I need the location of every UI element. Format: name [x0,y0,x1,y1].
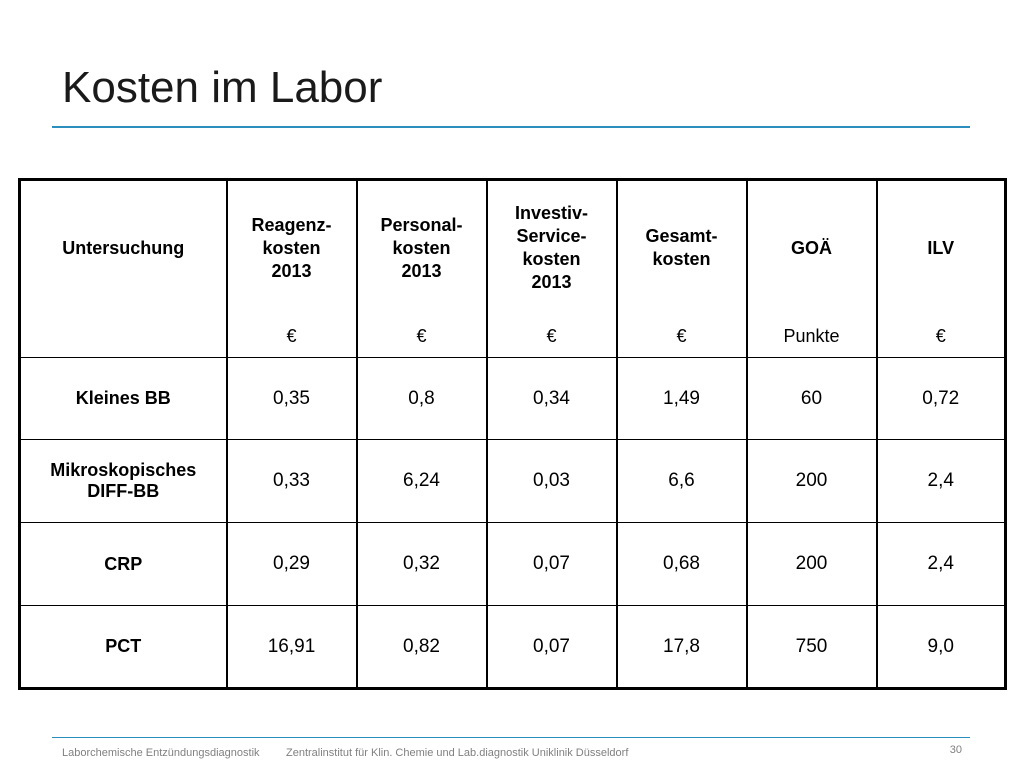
table-cell: 0,34 [487,358,617,440]
row-label: CRP [20,523,227,606]
table-cell: 60 [747,358,877,440]
header-label: 2013 [271,260,312,281]
table-cell: 0,82 [357,606,487,689]
header-label: Service- [516,226,587,247]
header-label: kosten [652,249,711,270]
table-row [20,523,1006,606]
header-goa [747,180,877,316]
footer-institution-text: Zentralinstitut für Klin. Chemie und Lab.diagnostik Uniklinik Düsseldorf [286,747,629,759]
table-cell: 9,0 [877,606,1006,689]
row-label [20,440,227,523]
header-label: GOÄ [790,237,832,258]
table-cell: 750 [747,606,877,689]
row-label: PCT [20,606,227,689]
table-cell: 17,8 [617,606,747,689]
header-label: kosten [262,237,321,258]
footer-left-text: Laborchemische Entzündungsdiagnostik [62,747,260,759]
table-row [20,440,1006,523]
table-cell: 2,4 [877,523,1006,606]
table-row [20,358,1006,440]
unit-row [20,316,1006,358]
table-cell: 200 [747,523,877,606]
header-label: Investiv- [514,203,589,224]
footer-divider [52,737,970,738]
header-investiv-service-kosten [487,180,617,316]
unit-cell [20,316,227,358]
header-label: 2013 [401,260,442,281]
table-cell: 0,07 [487,523,617,606]
header-untersuchung [20,180,227,316]
row-label: Kleines BB [20,358,227,440]
table-cell: 0,29 [227,523,357,606]
unit-cell: € [227,316,357,358]
header-label: kosten [522,249,581,270]
header-label: Untersuchung [62,237,185,258]
table-cell: 0,03 [487,440,617,523]
header-personalkosten [357,180,487,316]
header-row [20,180,1006,316]
table-cell: 0,35 [227,358,357,440]
table-cell: 0,07 [487,606,617,689]
row-label-line: Mikroskopisches [50,460,197,480]
page-number: 30 [949,744,962,756]
table-cell: 2,4 [877,440,1006,523]
header-label: kosten [392,237,451,258]
header-label: Reagenz- [251,214,332,235]
unit-cell: € [357,316,487,358]
table-cell: 6,6 [617,440,747,523]
table-row [20,606,1006,689]
unit-cell: € [617,316,747,358]
row-label-line: DIFF-BB [87,481,160,501]
table-cell: 0,68 [617,523,747,606]
header-reagenzkosten [227,180,357,316]
table-cell: 1,49 [617,358,747,440]
header-label: Personal- [380,214,463,235]
table-cell: 16,91 [227,606,357,689]
cost-table [18,178,1007,690]
header-label: Gesamt- [645,226,718,247]
table-cell: 200 [747,440,877,523]
table-cell: 6,24 [357,440,487,523]
header-ilv [877,180,1006,316]
title-divider [52,126,970,128]
header-label: ILV [927,237,955,258]
slide-title: Kosten im Labor [62,63,383,112]
unit-cell: € [487,316,617,358]
header-label: 2013 [531,272,572,293]
table-cell: 0,33 [227,440,357,523]
table-cell: 0,8 [357,358,487,440]
table-cell: 0,32 [357,523,487,606]
unit-cell: Punkte [747,316,877,358]
unit-cell: € [877,316,1006,358]
table-cell: 0,72 [877,358,1006,440]
header-gesamtkosten [617,180,747,316]
